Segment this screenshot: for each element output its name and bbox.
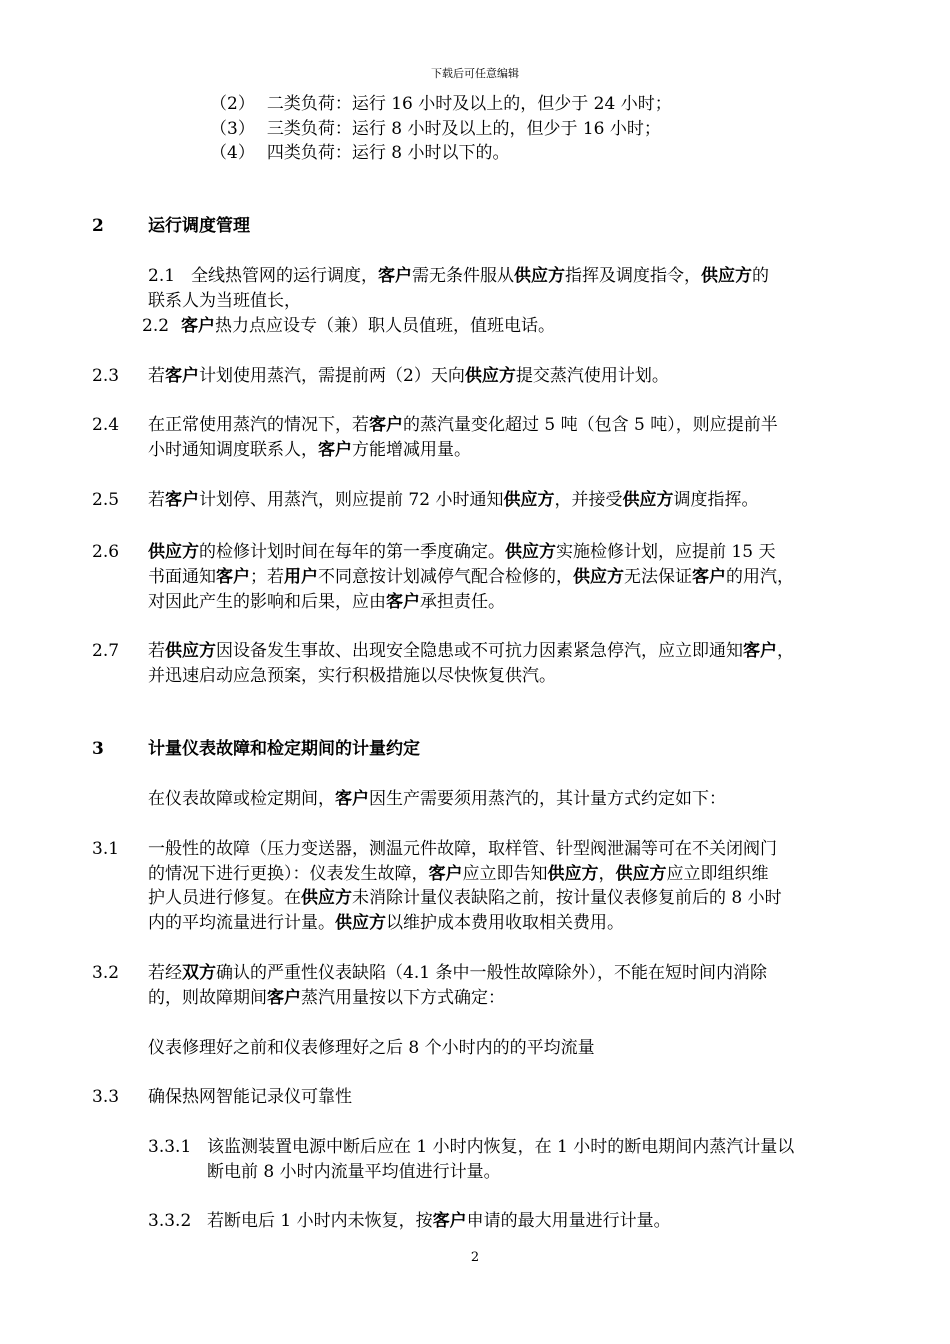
section-2-title: 运行调度管理 — [148, 216, 250, 236]
text: 内的平均流量进行计量。 — [148, 913, 335, 933]
text: 申请的最大用量进行计量。 — [466, 1211, 671, 1231]
list-item-number: （2） — [210, 94, 255, 114]
clause-number: 2.1 — [148, 266, 176, 286]
clause-2-1-line-2: 联系人为当班值长， — [148, 291, 301, 311]
term-customer: 客户 — [216, 567, 250, 587]
clause-number: 3.1 — [92, 839, 120, 859]
page-number: 2 — [470, 1250, 480, 1265]
text: 若 — [148, 490, 165, 510]
section-3-intro — [148, 787, 726, 812]
term-both-parties: 双方 — [182, 963, 216, 983]
term-supplier: 供应方 — [301, 888, 352, 908]
text: 不同意按计划减停气配合检修的， — [318, 567, 573, 587]
text: 指挥及调度指令， — [565, 266, 702, 286]
term-supplier: 供应方 — [464, 366, 516, 386]
text: 承担责任。 — [420, 592, 505, 612]
term-supplier: 供应方 — [615, 864, 667, 884]
clause-3-1-line-2 — [148, 862, 769, 887]
text: 因设备发生事故、出现安全隐患或不可抗力因素紧急停汽，应立即通知 — [216, 641, 743, 661]
term-customer: 客户 — [386, 592, 420, 612]
term-supplier: 供应方 — [503, 490, 555, 510]
section-2-number: 2 — [92, 216, 104, 236]
term-customer: 客户 — [335, 789, 369, 809]
clause-number: 2.2 — [142, 316, 170, 336]
text: 若断电后 1 小时内未恢复，按 — [207, 1211, 433, 1231]
text: 的，则故障期间 — [148, 988, 267, 1008]
list-item-number: （4） — [210, 143, 255, 163]
term-customer: 客户 — [743, 641, 777, 661]
clause-2-7-line-1 — [148, 639, 794, 664]
clause-2-6-line-3 — [148, 590, 505, 615]
text: 若经 — [148, 963, 182, 983]
term-supplier: 供应方 — [701, 266, 753, 286]
text: 方能增减用量。 — [352, 440, 471, 460]
text: 若 — [148, 366, 165, 386]
text: 对因此产生的影响和后果，应由 — [148, 592, 386, 612]
clause-number: 2.5 — [92, 490, 120, 510]
clause-2-4-line-1 — [148, 413, 778, 438]
term-customer: 客户 — [165, 366, 199, 386]
clause-3-2-note: 仪表修理好之前和仪表修理好之后 8 个小时内的的平均流量 — [148, 1038, 595, 1058]
text: ，并接受 — [554, 490, 623, 510]
clause-3-2-line-2 — [148, 986, 505, 1011]
clause-2-5 — [148, 488, 758, 513]
clause-3-1-line-3 — [148, 886, 782, 911]
clause-number: 2.3 — [92, 366, 120, 386]
term-supplier: 供应方 — [335, 913, 386, 933]
clause-2-2 — [142, 314, 555, 339]
clause-3-3-1-line-1: 该监测装置电源中断后应在 1 小时内恢复，在 1 小时的断电期间内蒸汽计量以 — [207, 1137, 795, 1157]
clause-2-6-line-1 — [148, 540, 775, 565]
clause-3-1-line-1: 一般性的故障（压力变送器，测温元件故障，取样管、针型阀泄漏等可在不关闭阀门 — [148, 839, 777, 859]
text: 计划使用蒸汽，需提前两（2）天向 — [199, 366, 465, 386]
text: 调度指挥。 — [673, 490, 759, 510]
term-supplier: 供应方 — [622, 490, 674, 510]
clause-number: 3.3.2 — [148, 1211, 192, 1231]
text: 书面通知 — [148, 567, 216, 587]
term-customer: 客户 — [428, 864, 463, 884]
term-customer: 客户 — [267, 988, 301, 1008]
text: 全线热管网的运行调度， — [191, 266, 379, 286]
term-supplier: 供应方 — [547, 864, 599, 884]
clause-number: 2.7 — [92, 641, 120, 661]
term-customer: 客户 — [378, 266, 413, 286]
text: 无法保证 — [624, 567, 692, 587]
list-item — [210, 92, 672, 117]
clause-number: 2.4 — [92, 415, 120, 435]
text: 在正常使用蒸汽的情况下，若 — [148, 415, 369, 435]
term-supplier: 供应方 — [514, 266, 566, 286]
page-header-note: 下载后可任意编辑 — [431, 67, 519, 80]
list-item-text: 二类负荷：运行 16 小时及以上的，但少于 24 小时； — [266, 94, 672, 114]
text: 提交蒸汽使用计划。 — [515, 366, 669, 386]
list-item-text: 三类负荷：运行 8 小时及以上的，但少于 16 小时； — [266, 119, 661, 139]
text: 应立即告知 — [462, 864, 548, 884]
term-user: 用户 — [284, 567, 318, 587]
text: 应立即组织维 — [666, 864, 769, 884]
term-customer: 客户 — [318, 440, 352, 460]
term-supplier: 供应方 — [165, 641, 216, 661]
clause-number: 3.3 — [92, 1087, 120, 1107]
text: 的蒸汽量变化超过 5 吨（包含 5 吨），则应提前半 — [403, 415, 778, 435]
text: 确认的严重性仪表缺陷（4.1 条中一般性故障除外），不能在短时间内消除 — [216, 963, 767, 983]
list-item — [210, 141, 509, 166]
text: 小时通知调度联系人， — [148, 440, 318, 460]
text: 的检修计划时间在每年的第一季度确定。 — [199, 542, 505, 562]
clause-2-7-line-2: 并迅速启动应急预案，实行积极措施以尽快恢复供汽。 — [148, 666, 556, 686]
term-supplier: 供应方 — [573, 567, 624, 587]
section-3-title: 计量仪表故障和检定期间的计量约定 — [148, 739, 420, 759]
term-customer: 客户 — [369, 415, 403, 435]
text: 以维护成本费用收取相关费用。 — [386, 913, 624, 933]
text: 的 — [752, 266, 770, 286]
clause-3-1-line-4 — [148, 911, 624, 936]
clause-2-6-line-2 — [148, 565, 794, 590]
clause-2-4-line-2 — [148, 438, 471, 463]
list-item — [210, 117, 661, 142]
section-3-number: 3 — [92, 739, 104, 759]
text: 护人员进行修复。在 — [148, 888, 301, 908]
term-customer: 客户 — [432, 1211, 467, 1231]
text: 的用汽， — [726, 567, 794, 587]
list-item-text: 四类负荷：运行 8 小时以下的。 — [266, 143, 510, 163]
clause-3-2-line-1 — [148, 961, 767, 986]
clause-2-1-line-1 — [148, 264, 769, 289]
clause-number: 3.2 — [92, 963, 120, 983]
text: 需无条件服从 — [412, 266, 515, 286]
text: 在仪表故障或检定期间， — [148, 789, 335, 809]
text: ；若 — [250, 567, 284, 587]
term-customer: 客户 — [692, 567, 726, 587]
clause-number: 2.6 — [92, 542, 120, 562]
clause-2-3 — [148, 364, 669, 389]
clause-3-3-1-line-2: 断电前 8 小时内流量平均值进行计量。 — [207, 1162, 501, 1182]
text: 计划停、用蒸汽，则应提前 72 小时通知 — [199, 490, 504, 510]
term-customer: 客户 — [181, 316, 216, 336]
list-item-number: （3） — [210, 119, 255, 139]
term-supplier: 供应方 — [505, 542, 556, 562]
clause-3-3-2 — [207, 1209, 671, 1234]
term-customer: 客户 — [165, 490, 199, 510]
text: 热力点应设专（兼）职人员值班，值班电话。 — [215, 316, 556, 336]
text: 实施检修计划，应提前 15 天 — [556, 542, 776, 562]
clause-3-3-title: 确保热网智能记录仪可靠性 — [148, 1087, 352, 1107]
text: ， — [598, 864, 616, 884]
text: 若 — [148, 641, 165, 661]
term-supplier: 供应方 — [148, 542, 199, 562]
text: ， — [777, 641, 794, 661]
clause-number: 3.3.1 — [148, 1137, 192, 1157]
text: 蒸汽用量按以下方式确定： — [301, 988, 505, 1008]
text: 未消除计量仪表缺陷之前，按计量仪表修复前后的 8 小时 — [352, 888, 782, 908]
text: 因生产需要须用蒸汽的，其计量方式约定如下： — [369, 789, 726, 809]
text: 的情况下进行更换）：仪表发生故障， — [148, 864, 429, 884]
